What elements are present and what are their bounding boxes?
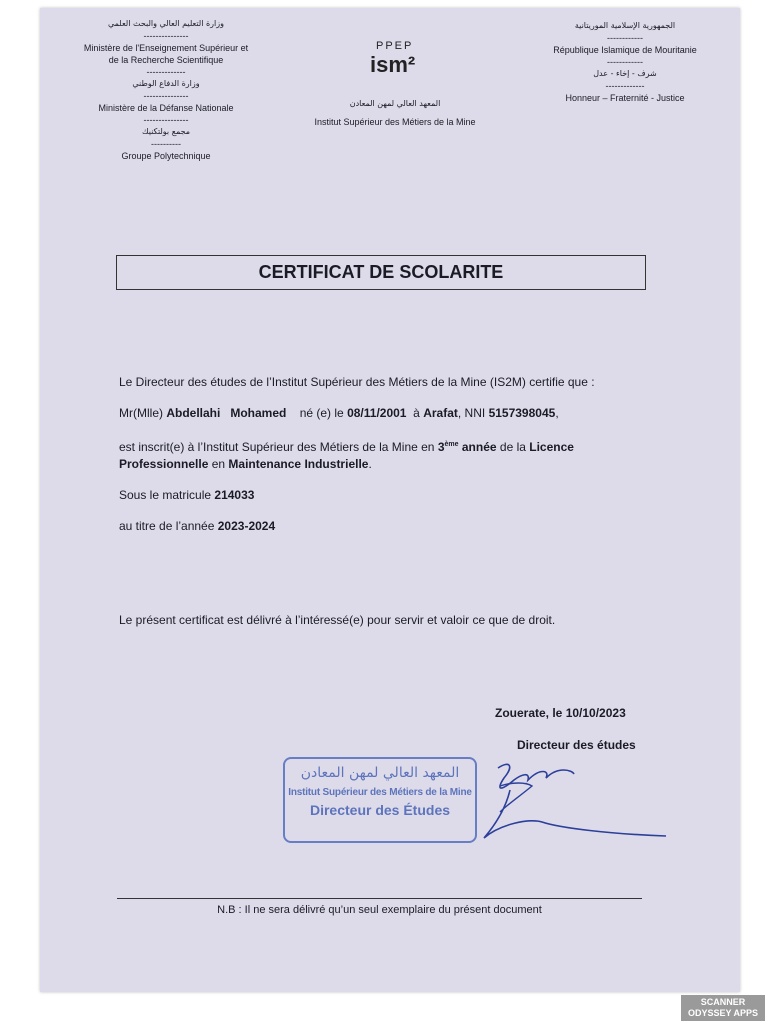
scanner-watermark <box>681 995 765 1021</box>
program-part3: Maintenance Industrielle <box>228 457 369 471</box>
year-label: au titre de l’année <box>119 519 215 533</box>
stamp-ar-text: المعهد العالي لمهن المعادن <box>300 765 460 781</box>
separator: ------------- <box>146 67 186 77</box>
ar-institute-text: المعهد العالي لمهن المعادن <box>349 99 441 108</box>
student-line <box>119 405 659 422</box>
academic-year-line <box>119 518 619 535</box>
fr-defense-text: Ministère de la Défanse Nationale <box>98 103 234 113</box>
header-left <box>44 18 288 162</box>
birth-date: 08/11/2001 <box>347 406 407 420</box>
matricule-line <box>119 487 619 504</box>
director-signature <box>470 752 670 852</box>
separator: ---------- <box>151 139 181 149</box>
nni-end: , <box>555 406 559 420</box>
student-name: Abdellahi Mohamed <box>166 406 287 420</box>
header-right <box>535 20 715 104</box>
of-the-text: de la <box>499 440 526 454</box>
program-part2: Professionnelle <box>119 457 209 471</box>
fr-motto-text: Honneur – Fraternité - Justice <box>565 93 685 103</box>
mr-prefix: Mr(Mlle) <box>119 406 163 420</box>
year-word: année <box>461 440 497 454</box>
ar-republic-text: الجمهورية الإسلامية الموريتانية <box>574 21 676 30</box>
ar-group-text: مجمع بولتكنيك <box>141 127 191 136</box>
separator: --------------- <box>143 91 189 101</box>
separator: ------------ <box>607 33 643 43</box>
nni-label: , NNI <box>457 406 486 420</box>
ism2-logo <box>362 40 432 82</box>
place-date: Zouerate, le 10/10/2023 <box>495 706 626 720</box>
matricule-label: Sous le matricule <box>119 488 212 502</box>
institute-stamp <box>283 757 477 843</box>
matricule-value: 214033 <box>214 488 255 502</box>
nni-number: 5157398045 <box>488 406 556 420</box>
separator: --------------- <box>143 31 189 41</box>
program-en: en <box>211 457 226 471</box>
separator: ------------ <box>607 57 643 67</box>
at-label: à <box>413 406 420 420</box>
fr-republic-text: République Islamique de Mouritanie <box>553 45 697 55</box>
ar-defense-text: وزارة الدفاع الوطني <box>132 79 200 88</box>
logo-top-text: PPEP <box>376 40 414 52</box>
stamp-role-text: Directeur des Études <box>309 802 451 818</box>
fr-ministry-line2: de la Recherche Scientifique <box>108 55 224 65</box>
footer-note: N.B : Il ne sera délivré qu’un seul exemplaire du présent document <box>217 904 542 916</box>
born-label: né (e) le <box>299 406 344 420</box>
header-center <box>295 98 495 128</box>
document-title: CERTIFICAT DE SCOLARITE <box>116 255 646 290</box>
ar-motto-text: شرف - إخاء - عدل <box>593 69 657 78</box>
academic-year: 2023-2024 <box>217 519 276 533</box>
program-part1: Licence <box>529 440 574 454</box>
fr-institute-text: Institut Supérieur des Métiers de la Mine <box>314 117 476 127</box>
separator: ------------- <box>605 81 645 91</box>
watermark-line2: ODYSSEY APPS <box>687 1008 759 1018</box>
separator: --------------- <box>143 115 189 125</box>
closing-text: Le présent certificat est délivré à l’intéressé(e) pour servir et valoir ce que de droit. <box>119 613 556 627</box>
fr-group-text: Groupe Polytechnique <box>121 151 211 161</box>
watermark-line1: SCANNER <box>700 997 746 1007</box>
birth-place: Arafat <box>423 406 458 420</box>
program-end: . <box>368 457 372 471</box>
enrolled-prefix: est inscrit(e) à l’Institut Supérieur des Métiers de la Mine en <box>119 440 435 454</box>
year-superscript: ème <box>444 441 459 448</box>
intro-text: Le Directeur des études de l’Institut Supérieur des Métiers de la Mine (IS2M) certifie que : <box>119 375 595 389</box>
fr-ministry-line1: Ministère de l'Enseignement Supérieur et <box>83 43 249 53</box>
stamp-fr-text: Institut Supérieur des Métiers de la Mine <box>288 787 472 798</box>
logo-main-text: ism² <box>370 52 416 77</box>
ar-ministry-text: وزارة التعليم العالي والبحث العلمي <box>108 19 224 28</box>
year-number: 3 <box>437 440 445 454</box>
enrollment-paragraph <box>119 436 599 473</box>
signatory-title: Directeur des études <box>517 738 636 752</box>
footer-divider <box>117 898 642 899</box>
